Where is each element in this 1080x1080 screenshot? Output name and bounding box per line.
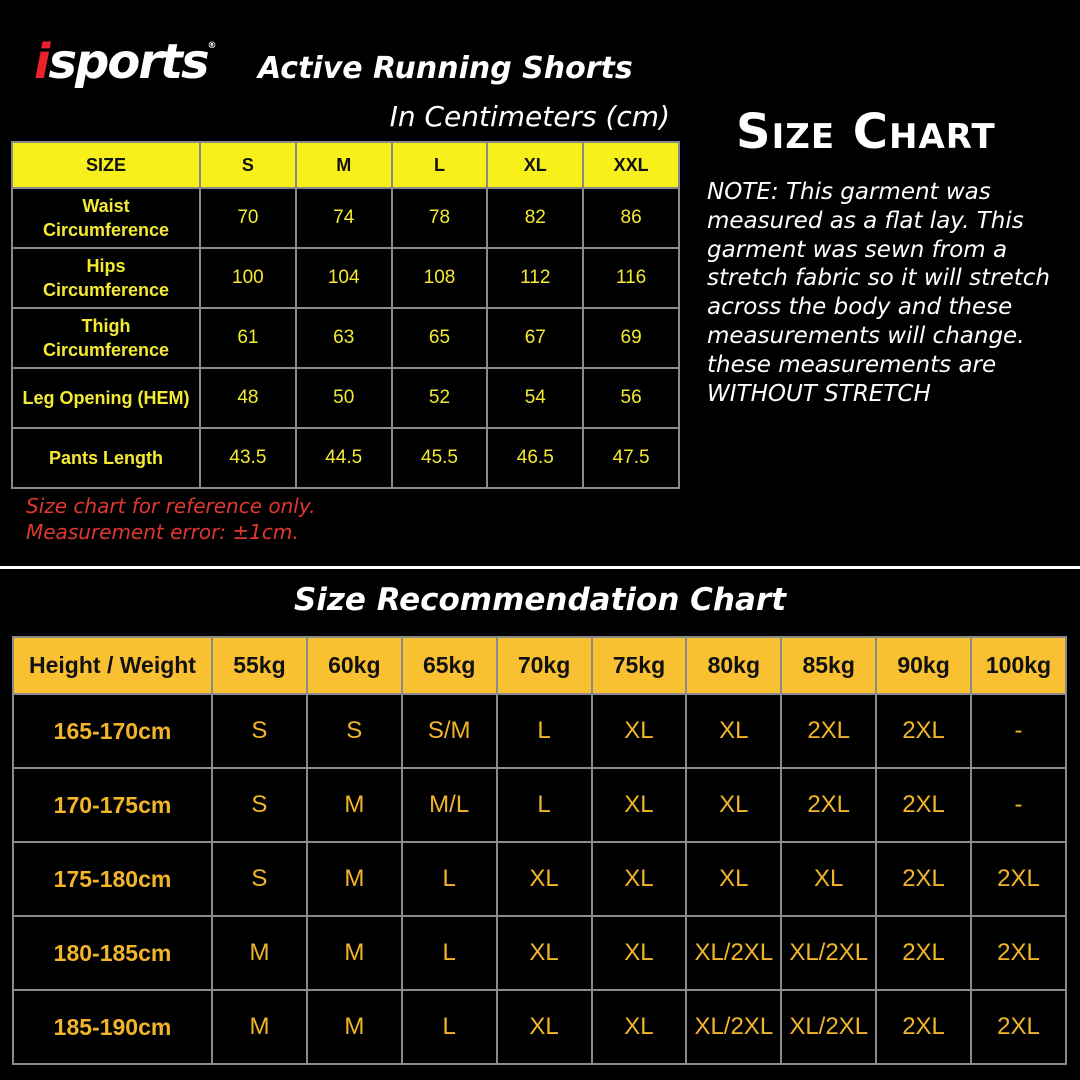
recommendation-cell: M [212, 990, 307, 1064]
note-paragraph [707, 178, 1077, 408]
measurement-label-line: Circumference [42, 220, 170, 240]
measurement-cell: 54 [487, 368, 583, 428]
recommendation-header-cell: 90kg [876, 637, 971, 694]
recommendation-row-label: 175-180cm [13, 842, 212, 916]
measurement-label-line: Circumference [42, 340, 170, 360]
recommendation-row-label: 180-185cm [13, 916, 212, 990]
measurement-row-label [12, 188, 200, 248]
measurement-cell: 67 [487, 308, 583, 368]
recommendation-cell: M [307, 768, 402, 842]
recommendation-cell: L [497, 768, 592, 842]
measurement-table [11, 141, 680, 489]
recommendation-cell: - [971, 768, 1066, 842]
recommendation-header-cell: 55kg [212, 637, 307, 694]
recommendation-header-cell: 80kg [686, 637, 781, 694]
disclaimer-line: Size chart for reference only. [26, 494, 316, 518]
note-emphasis: WITHOUT STRETCH [707, 380, 931, 407]
recommendation-cell: L [402, 916, 497, 990]
measurement-cell: 74 [296, 188, 392, 248]
recommendation-cell: 2XL [876, 694, 971, 768]
recommendation-header-cell: 65kg [402, 637, 497, 694]
recommendation-cell: 2XL [876, 916, 971, 990]
recommendation-header-row [13, 637, 1066, 694]
recommendation-cell: - [971, 694, 1066, 768]
recommendation-row [13, 768, 1066, 842]
recommendation-table [12, 636, 1067, 1065]
measurement-cell: 70 [200, 188, 296, 248]
recommendation-cell: XL [686, 768, 781, 842]
recommendation-cell: XL [592, 694, 687, 768]
recommendation-cell: S [212, 842, 307, 916]
disclaimer [26, 493, 315, 545]
recommendation-cell: S [212, 694, 307, 768]
measurement-cell: 104 [296, 248, 392, 308]
measurement-cell: 116 [583, 248, 679, 308]
disclaimer-line: Measurement error: ±1cm. [26, 520, 299, 544]
recommendation-row-label: 165-170cm [13, 694, 212, 768]
measurement-label-line: Leg Opening (HEM) [22, 388, 190, 408]
measurement-cell: 61 [200, 308, 296, 368]
measurement-cell: 45.5 [392, 428, 488, 488]
recommendation-cell: XL [497, 916, 592, 990]
measurement-cell: 43.5 [200, 428, 296, 488]
recommendation-header-cell: Height / Weight [13, 637, 212, 694]
recommendation-cell: M [212, 916, 307, 990]
measurement-label-line: Pants Length [48, 448, 163, 468]
recommendation-cell: 2XL [971, 916, 1066, 990]
measurement-cell: 65 [392, 308, 488, 368]
measurement-header-cell: SIZE [12, 142, 200, 188]
recommendation-cell: 2XL [876, 842, 971, 916]
measurement-label-line: Circumference [42, 280, 170, 300]
size-chart-title: Size Chart [736, 104, 996, 160]
recommendation-cell: XL [592, 842, 687, 916]
recommendation-cell: XL [686, 694, 781, 768]
note-body: This garment was measured as a flat lay. This garment was sewn from a stretch fabric so it will stretch across the body and these measurements will change. these measurements are [707, 179, 1050, 378]
measurement-label-line: Waist [82, 196, 130, 216]
measurement-cell: 78 [392, 188, 488, 248]
recommendation-row-label: 185-190cm [13, 990, 212, 1064]
recommendation-header-cell: 85kg [781, 637, 876, 694]
measurement-header-row [12, 142, 679, 188]
recommendation-cell: XL [686, 842, 781, 916]
measurement-cell: 82 [487, 188, 583, 248]
recommendation-row [13, 842, 1066, 916]
measurement-cell: 44.5 [296, 428, 392, 488]
recommendation-cell: XL [592, 916, 687, 990]
recommendation-cell: M [307, 842, 402, 916]
recommendation-cell: L [497, 694, 592, 768]
measurement-header-cell: M [296, 142, 392, 188]
logo-registered-mark: ® [207, 41, 217, 51]
recommendation-header-cell: 75kg [592, 637, 687, 694]
note-label: NOTE: [707, 179, 779, 205]
measurement-row [12, 428, 679, 488]
recommendation-cell: 2XL [876, 990, 971, 1064]
measurement-row-label [12, 308, 200, 368]
recommendation-header-cell: 70kg [497, 637, 592, 694]
measurement-cell: 86 [583, 188, 679, 248]
recommendation-cell: XL [497, 842, 592, 916]
recommendation-cell: M [307, 990, 402, 1064]
brand-logo [34, 34, 217, 90]
recommendation-header-cell: 60kg [307, 637, 402, 694]
measurement-label-line: Thigh [81, 316, 131, 336]
measurement-cell: 47.5 [583, 428, 679, 488]
recommendation-cell: XL [781, 842, 876, 916]
recommendation-cell: XL/2XL [781, 916, 876, 990]
measurement-row [12, 368, 679, 428]
product-title: Active Running Shorts [258, 51, 633, 86]
logo-text: sports [48, 34, 208, 90]
measurement-header-cell: S [200, 142, 296, 188]
recommendation-cell: XL/2XL [781, 990, 876, 1064]
recommendation-cell: L [402, 842, 497, 916]
recommendation-cell: XL [592, 990, 687, 1064]
measurement-cell: 100 [200, 248, 296, 308]
recommendation-cell: S [307, 694, 402, 768]
recommendation-row-label: 170-175cm [13, 768, 212, 842]
recommendation-row [13, 694, 1066, 768]
measurement-cell: 108 [392, 248, 488, 308]
measurement-row-label [12, 248, 200, 308]
measurement-cell: 63 [296, 308, 392, 368]
recommendation-cell: 2XL [876, 768, 971, 842]
recommendation-title: Size Recommendation Chart [293, 582, 787, 618]
measurement-cell: 50 [296, 368, 392, 428]
recommendation-cell: S [212, 768, 307, 842]
recommendation-cell: 2XL [971, 990, 1066, 1064]
measurement-cell: 112 [487, 248, 583, 308]
measurement-header-cell: XXL [583, 142, 679, 188]
recommendation-cell: XL/2XL [686, 990, 781, 1064]
recommendation-cell: 2XL [971, 842, 1066, 916]
recommendation-cell: L [402, 990, 497, 1064]
logo-i: i [34, 34, 49, 90]
recommendation-cell: M [307, 916, 402, 990]
measurement-row [12, 188, 679, 248]
measurement-cell: 56 [583, 368, 679, 428]
recommendation-cell: XL [592, 768, 687, 842]
measurement-header-cell: L [392, 142, 488, 188]
recommendation-header-cell: 100kg [971, 637, 1066, 694]
recommendation-row [13, 916, 1066, 990]
measurement-row-label [12, 428, 200, 488]
recommendation-cell: 2XL [781, 694, 876, 768]
recommendation-cell: M/L [402, 768, 497, 842]
recommendation-row [13, 990, 1066, 1064]
measurement-cell: 48 [200, 368, 296, 428]
measurement-header-cell: XL [487, 142, 583, 188]
measurement-cell: 46.5 [487, 428, 583, 488]
measurement-cell: 69 [583, 308, 679, 368]
measurement-row [12, 248, 679, 308]
measurement-row-label [12, 368, 200, 428]
measurement-row [12, 308, 679, 368]
section-divider [0, 566, 1080, 569]
measurement-label-line: Hips [86, 256, 126, 276]
measurement-cell: 52 [392, 368, 488, 428]
recommendation-cell: 2XL [781, 768, 876, 842]
recommendation-cell: XL/2XL [686, 916, 781, 990]
recommendation-cell: XL [497, 990, 592, 1064]
units-label: In Centimeters (cm) [389, 100, 670, 133]
recommendation-cell: S/M [402, 694, 497, 768]
